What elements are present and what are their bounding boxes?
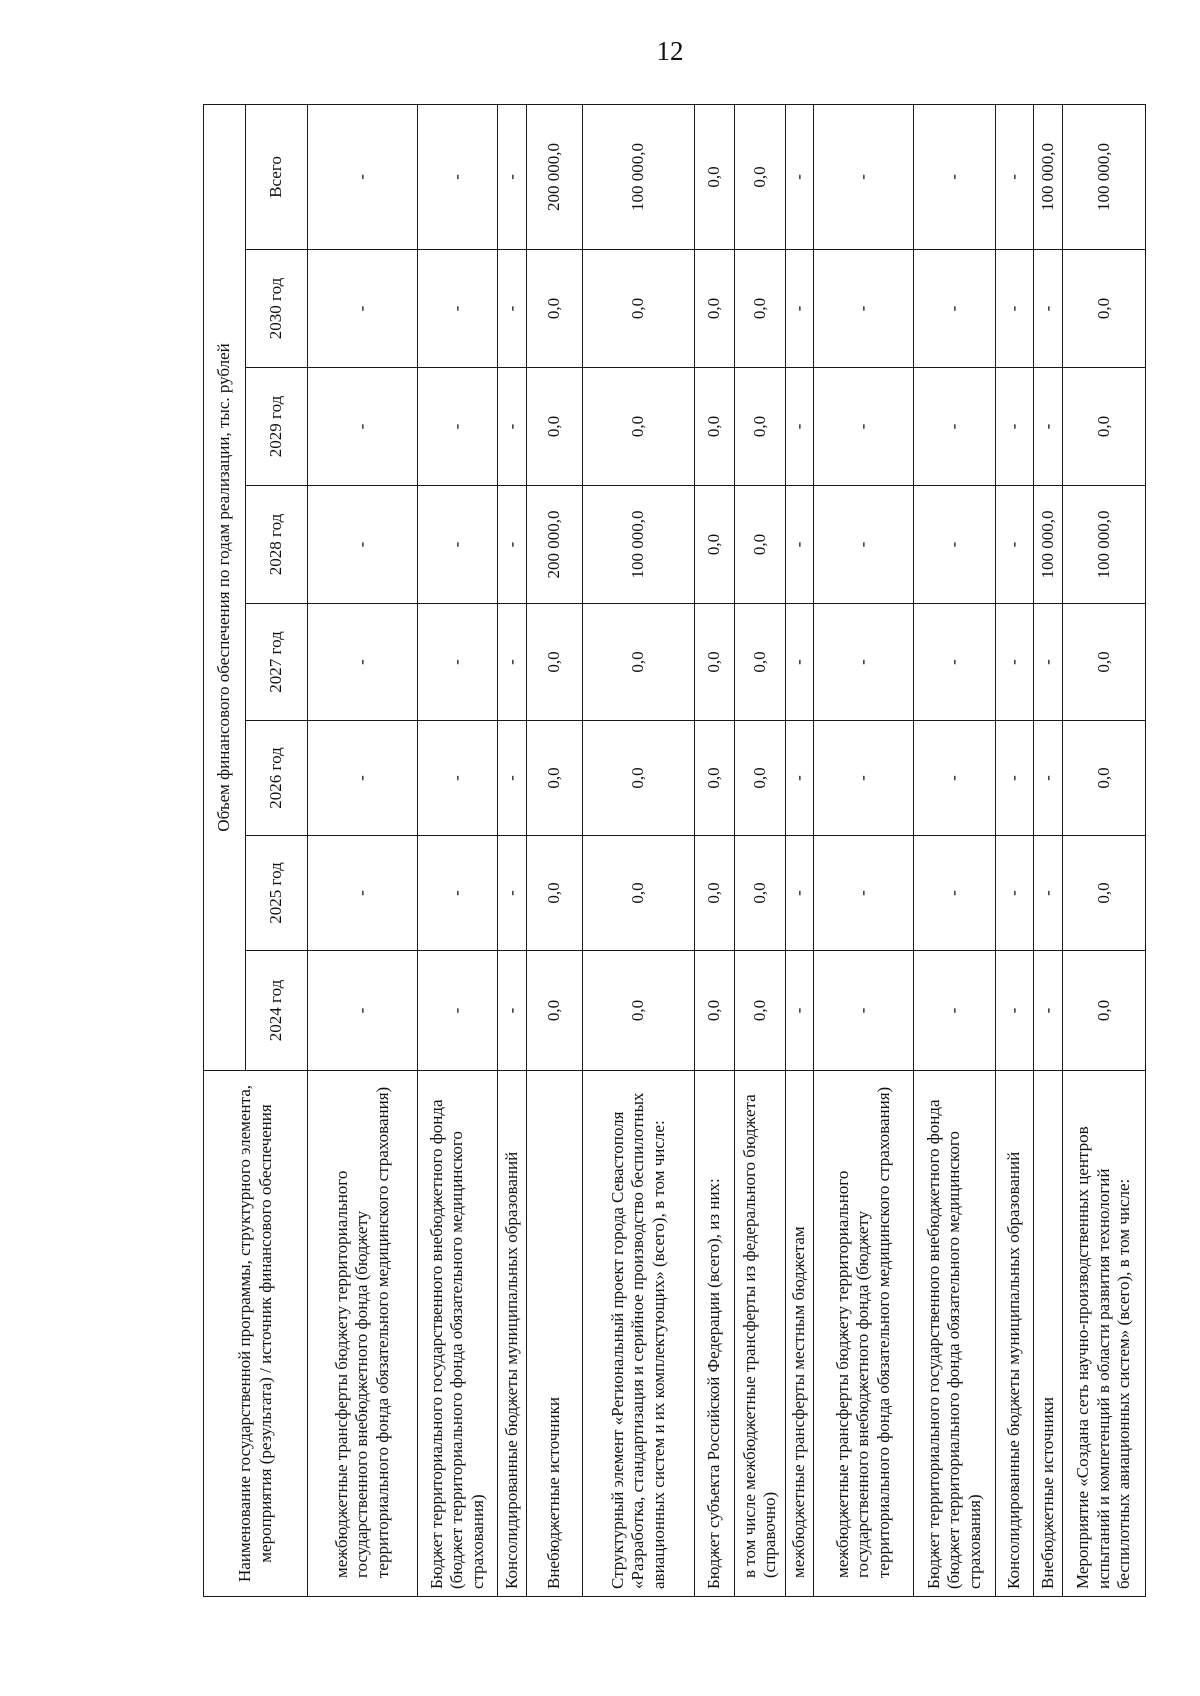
financing-group-header: Объем финансового обеспечения по годам реализации, тыс. рублей: [204, 104, 246, 1070]
cell-value: 0,0: [695, 250, 735, 368]
cell-value: -: [996, 368, 1034, 486]
cell-value: 200 000,0: [527, 486, 583, 604]
total-column-header: Всего: [246, 104, 308, 249]
table-row: [996, 104, 1034, 1596]
cell-value: 0,0: [735, 368, 786, 486]
cell-value: 0,0: [695, 486, 735, 604]
row-label: Мероприятие «Создана сеть научно-производственных центров испытаний и компетенций в области развития технологий беспилотных авиационных систем» (всего), в том числе:: [1063, 1071, 1146, 1597]
cell-value: 0,0: [1063, 368, 1146, 486]
cell-value: 0,0: [583, 951, 695, 1071]
cell-value: 0,0: [735, 836, 786, 951]
cell-value: -: [498, 721, 527, 836]
cell-value: -: [914, 368, 996, 486]
cell-value: -: [418, 368, 498, 486]
row-label: Бюджет территориального государственного внебюджетного фонда (бюджет территориального фонда обязательного медицинского страхования): [914, 1071, 996, 1597]
cell-value: 0,0: [527, 836, 583, 951]
cell-value: -: [498, 486, 527, 604]
cell-total: 0,0: [695, 104, 735, 249]
row-label: Внебюджетные источники: [527, 1071, 583, 1597]
year-header-2025: 2025 год: [246, 836, 308, 951]
cell-value: -: [814, 836, 914, 951]
cell-total: -: [418, 104, 498, 249]
cell-value: -: [418, 836, 498, 951]
cell-value: -: [308, 368, 418, 486]
cell-value: 0,0: [735, 250, 786, 368]
cell-value: 0,0: [695, 951, 735, 1071]
cell-value: -: [814, 951, 914, 1071]
table-row: [498, 104, 527, 1596]
cell-total: -: [814, 104, 914, 249]
name-column-header: Наименование государственной программы, структурного элемента, мероприятия (результата) / источник финансового обеспечения: [204, 1071, 308, 1597]
cell-value: -: [308, 250, 418, 368]
cell-value: -: [786, 368, 814, 486]
row-label: Внебюджетные источники: [1034, 1071, 1063, 1597]
cell-value: 0,0: [735, 951, 786, 1071]
cell-value: 0,0: [695, 604, 735, 721]
table-row: [786, 104, 814, 1596]
cell-value: -: [996, 604, 1034, 721]
cell-value: 100 000,0: [1063, 486, 1146, 604]
cell-total: -: [996, 104, 1034, 249]
cell-value: -: [1034, 604, 1063, 721]
cell-total: -: [786, 104, 814, 249]
cell-value: -: [418, 604, 498, 721]
row-label: межбюджетные трансферты бюджету территориального государственного внебюджетного фонда (бюджету территориального фонда обязательного медицинского страхования): [814, 1071, 914, 1597]
cell-value: -: [308, 721, 418, 836]
cell-value: -: [418, 250, 498, 368]
year-header-2029: 2029 год: [246, 368, 308, 486]
cell-value: -: [914, 486, 996, 604]
cell-value: -: [498, 836, 527, 951]
cell-total: -: [498, 104, 527, 249]
cell-value: -: [914, 836, 996, 951]
row-label: в том числе межбюджетные трансферты из федерального бюджета (справочно): [735, 1071, 786, 1597]
cell-value: -: [498, 951, 527, 1071]
financing-table: [203, 104, 1146, 1597]
cell-value: 0,0: [527, 951, 583, 1071]
row-label: Бюджет субъекта Российской Федерации (всего), из них:: [695, 1071, 735, 1597]
cell-value: 100 000,0: [1034, 486, 1063, 604]
cell-value: 0,0: [695, 368, 735, 486]
cell-value: -: [996, 250, 1034, 368]
table-row: [1063, 104, 1146, 1596]
cell-total: 100 000,0: [1034, 104, 1063, 249]
table-row: [1034, 104, 1063, 1596]
cell-value: -: [786, 604, 814, 721]
cell-value: -: [498, 250, 527, 368]
row-label: межбюджетные трансферты бюджету территориального государственного внебюджетного фонда (бюджету территориального фонда обязательного медицинского страхования): [308, 1071, 418, 1597]
row-label: Структурный элемент «Региональный проект города Севастополя «Разработка, стандартизация и серийное производство беспилотных авиационных систем и их комплектующих» (всего), в том числе:: [583, 1071, 695, 1597]
cell-value: -: [1034, 836, 1063, 951]
cell-value: -: [814, 486, 914, 604]
cell-value: 0,0: [583, 604, 695, 721]
cell-value: 0,0: [735, 486, 786, 604]
cell-value: 0,0: [1063, 250, 1146, 368]
table-row: [735, 104, 786, 1596]
cell-value: -: [914, 721, 996, 836]
cell-value: -: [308, 836, 418, 951]
table-row: [583, 104, 695, 1596]
cell-value: 0,0: [735, 721, 786, 836]
cell-value: -: [498, 604, 527, 721]
cell-value: -: [786, 951, 814, 1071]
cell-total: 200 000,0: [527, 104, 583, 249]
cell-value: 0,0: [1063, 604, 1146, 721]
table-row: [418, 104, 498, 1596]
table-row: [695, 104, 735, 1596]
cell-value: -: [1034, 368, 1063, 486]
cell-value: -: [914, 250, 996, 368]
cell-total: 0,0: [735, 104, 786, 249]
cell-value: -: [786, 721, 814, 836]
cell-value: -: [814, 604, 914, 721]
year-header-2028: 2028 год: [246, 486, 308, 604]
cell-value: -: [308, 604, 418, 721]
cell-value: -: [914, 604, 996, 721]
cell-value: -: [814, 250, 914, 368]
cell-total: 100 000,0: [583, 104, 695, 249]
cell-value: -: [786, 836, 814, 951]
cell-value: 0,0: [527, 721, 583, 836]
cell-value: 0,0: [735, 604, 786, 721]
cell-value: 0,0: [583, 836, 695, 951]
page-number: 12: [656, 36, 684, 66]
cell-value: -: [1034, 250, 1063, 368]
cell-value: -: [1034, 951, 1063, 1071]
cell-value: -: [308, 486, 418, 604]
year-header-2030: 2030 год: [246, 250, 308, 368]
cell-value: 0,0: [695, 836, 735, 951]
cell-value: -: [498, 368, 527, 486]
cell-total: -: [308, 104, 418, 249]
cell-value: -: [996, 486, 1034, 604]
cell-total: 100 000,0: [1063, 104, 1146, 249]
row-label: Бюджет территориального государственного внебюджетного фонда (бюджет территориального фонда обязательного медицинского страхования): [418, 1071, 498, 1597]
cell-value: -: [786, 486, 814, 604]
cell-value: 0,0: [527, 250, 583, 368]
row-label: Консолидированные бюджеты муниципальных образований: [996, 1071, 1034, 1597]
cell-value: -: [418, 721, 498, 836]
year-header-2024: 2024 год: [246, 951, 308, 1071]
cell-value: -: [308, 951, 418, 1071]
year-header-2027: 2027 год: [246, 604, 308, 721]
cell-value: 0,0: [527, 604, 583, 721]
cell-value: -: [914, 951, 996, 1071]
cell-value: 0,0: [583, 250, 695, 368]
row-label: Консолидированные бюджеты муниципальных образований: [498, 1071, 527, 1597]
cell-value: 0,0: [1063, 721, 1146, 836]
cell-value: 0,0: [1063, 836, 1146, 951]
table-row: [914, 104, 996, 1596]
row-label: межбюджетные трансферты местным бюджетам: [786, 1071, 814, 1597]
cell-total: -: [914, 104, 996, 249]
table-row: [527, 104, 583, 1596]
cell-value: -: [786, 250, 814, 368]
cell-value: -: [418, 951, 498, 1071]
cell-value: 0,0: [1063, 951, 1146, 1071]
cell-value: -: [996, 836, 1034, 951]
cell-value: -: [814, 721, 914, 836]
cell-value: 0,0: [527, 368, 583, 486]
table-row: [308, 104, 418, 1596]
cell-value: -: [996, 951, 1034, 1071]
cell-value: 0,0: [583, 721, 695, 836]
cell-value: -: [814, 368, 914, 486]
cell-value: -: [1034, 721, 1063, 836]
cell-value: -: [996, 721, 1034, 836]
cell-value: -: [418, 486, 498, 604]
table-row: [814, 104, 914, 1596]
year-header-2026: 2026 год: [246, 721, 308, 836]
rotated-table-container: [203, 105, 1143, 1597]
cell-value: 0,0: [583, 368, 695, 486]
cell-value: 0,0: [695, 721, 735, 836]
cell-value: 100 000,0: [583, 486, 695, 604]
